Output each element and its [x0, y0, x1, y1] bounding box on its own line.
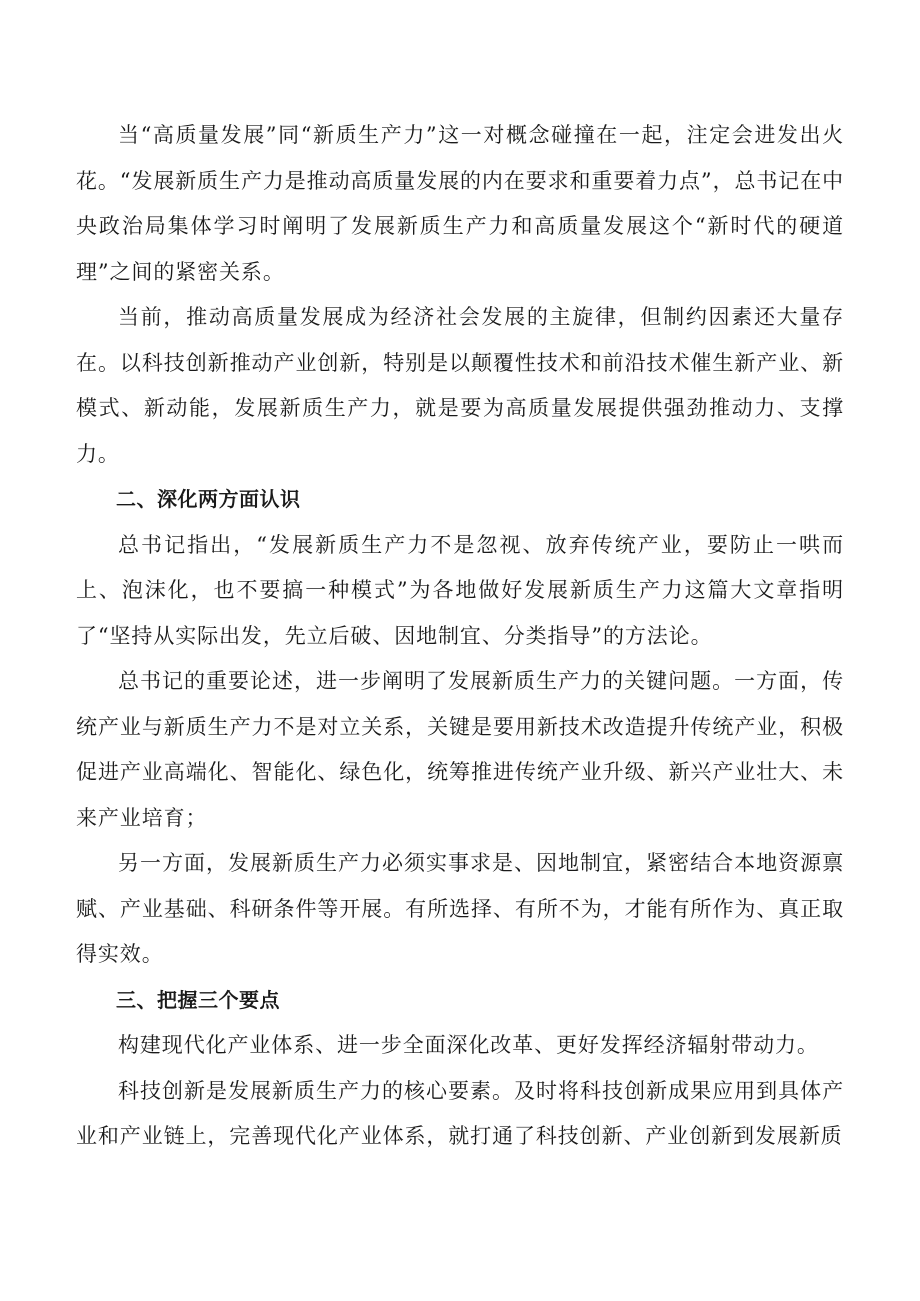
paragraph-6: 构建现代化产业体系、进一步全面深化改革、更好发挥经济辐射带动力。 [118, 1033, 819, 1057]
section-heading-2: 二、深化两方面认识 [116, 487, 301, 511]
paragraph-4: 总书记的重要论述，进一步阐明了发展新质生产力的关键问题。一方面，传统产业与新质生产力不是对立关系，关键是要用新技术改造提升传统产业，积极促进产业高端化、智能化、绿色化，统筹推进传统产业升级、新兴产业壮大、未来产业培育； [76, 669, 844, 830]
paragraph-5: 另一方面，发展新质生产力必须实事求是、因地制宜，紧密结合本地资源禀赋、产业基础、科研条件等开展。有所选择、有所不为，才能有所作为、真正取得实效。 [76, 851, 844, 966]
paragraph-2: 当前，推动高质量发展成为经济社会发展的主旋律，但制约因素还大量存在。以科技创新推动产业创新，特别是以颠覆性技术和前沿技术催生新产业、新模式、新动能，发展新质生产力，就是要为高质量发展提供强劲推动力、支撑力。 [76, 305, 844, 466]
document-body [76, 113, 844, 1160]
paragraph-3: 总书记指出，“发展新质生产力不是忽视、放弃传统产业，要防止一哄而上、泡沫化，也不要搞一种模式”为各地做好发展新质生产力这篇大文章指明了“坚持从实际出发，先立后破、因地制宜、分类指导”的方法论。 [76, 532, 844, 648]
section-heading-3: 三、把握三个要点 [116, 987, 280, 1012]
paragraph-7: 科技创新是发展新质生产力的核心要素。及时将科技创新成果应用到具体产业和产业链上，完善现代化产业体系，就打通了科技创新、产业创新到发展新质 [76, 1078, 844, 1148]
paragraph-1: 当“高质量发展”同“新质生产力”这一对概念碰撞在一起，注定会进发出火花。“发展新质生产力是推动高质量发展的内在要求和重要着力点”，总书记在中央政治局集体学习时阐明了发展新质生产力和高质量发展这个“新时代的硬道理”之间的紧密关系。 [76, 123, 844, 284]
